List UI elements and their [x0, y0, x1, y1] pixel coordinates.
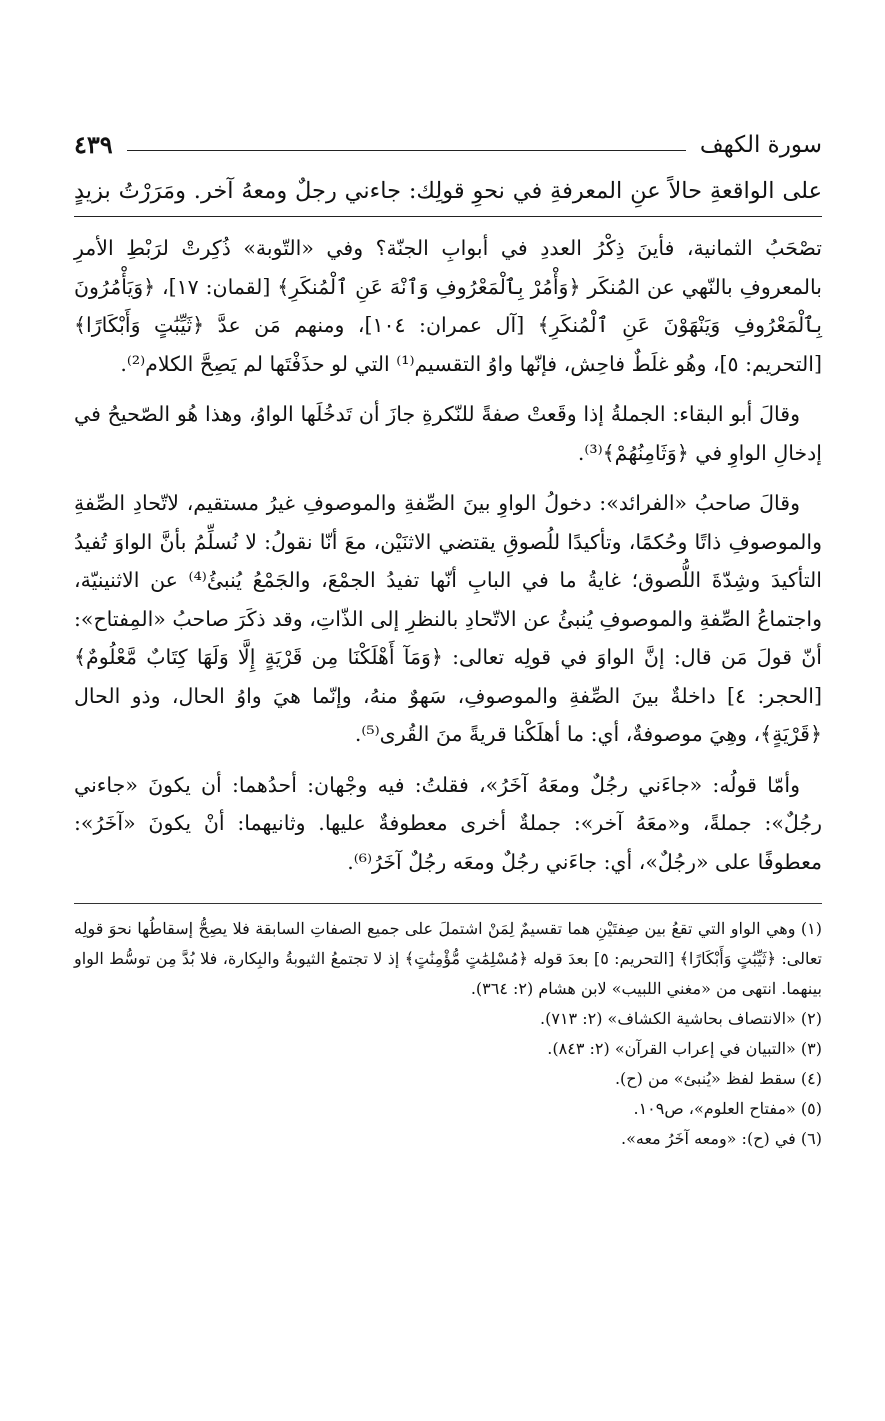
surah-title: سورة الكهف: [699, 132, 822, 158]
commented-text-rule: [74, 216, 822, 217]
footnote: (٢) «الانتصاف بحاشية الكشاف» (٢: ٧١٣).: [540, 1009, 822, 1028]
book-page: [74, 120, 822, 1154]
footnote: (١) وهي الواو التي تقعُ بين صِفتَيْنِ هما تقسيمٌ لِمَنْ اشتملَ على جميع الصفاتِ السابقة فلا يصِحُّ إسقاطُها نحوَ قولِه تعالى: ﴿ثَيِّبَٰتٍ وَأَبْكَارًا﴾ [التحريم: ٥] بعدَ قوله ﴿مُسْلِمَٰتٍ مُّؤْمِنَٰتٍ﴾ إذ لا تجتمعُ الثيوبةُ والبِكارة، فلا بُدَّ مِن توسُّط الواو بينهما. انتهى من «مغني اللبيب» لابن هشام (٢: ٣٦٤).: [74, 919, 823, 998]
footnote: (٤) سقط لفظ «يُنبئ» من (ح).: [614, 1069, 822, 1088]
commentary-body: [74, 229, 822, 881]
footnotes-rule: [74, 903, 822, 904]
footnote: (٣) «التبيان في إعراب القرآن» (٢: ٨٤٣).: [547, 1039, 822, 1058]
paragraph: وقالَ أبو البقاء: الجملةُ إذا وقَعتْ صفةً للنّكرةِ جازَ أن تَدخُلَها الواوُ، وهذا هُو الصّحيحُ في إدخالِ الواوِ في ﴿وَثَامِنُهُمْ﴾⁽³⁾.: [74, 402, 822, 465]
paragraph: وأمّا قولُه: «جاءَني رجُلٌ ومعَهُ آخَرُ»، فقلتُ: فيه وجْهان: أحدُهما: أن يكونَ «جاءني رجُلٌ»: جملةً، و«معَهُ آخر»: جملةٌ أخرى معطوفةٌ عليها. وثانيهما: أنْ يكونَ «آخَرُ»: معطوفًا على «رجُلٌ»، أي: جاءَني رجُلٌ ومعَه رجُلٌ آخَرُ⁽⁶⁾.: [74, 772, 822, 874]
footnote: (٦) في (ح): «ومعه آخَرُ معه».: [621, 1129, 822, 1148]
page-number: ٤٣٩: [74, 130, 113, 159]
header-rule: [127, 150, 686, 151]
commented-text-line: على الواقعةِ حالاً عنِ المعرفةِ في نحوِ قولِك: جاءني رجلٌ ومعهُ آخر. ومَرَرْتُ بزيدٍ: [74, 178, 822, 204]
footnotes: [74, 914, 822, 1154]
paragraph: تصْحَبُ الثمانية، فأينَ ذِكْرُ العددِ في أبوابِ الجنّة؟ وفي «التّوبة» ذُكِرتْ لرَبْطِ الأمرِ بالمعروفِ بالنّهي عن المُنكَر ﴿وَأْمُرْ بِٱلْمَعْرُوفِ وَٱنْهَ عَنِ ٱلْمُنكَرِ﴾ [لقمان: ١٧]، ﴿وَيَأْمُرُونَ بِٱلْمَعْرُوفِ وَيَنْهَوْنَ عَنِ ٱلْمُنكَرِ﴾ [آل عمران: ١٠٤]، ومنهم مَن عدَّ ﴿ثَيِّبَٰتٍ وَأَبْكَارًا﴾ [التحريم: ٥]، وهُو غلَطٌ فاحِش، فإنّها واوُ التقسيم⁽¹⁾ التي لو حذَفْتَها لم يَصِحَّ الكلام⁽²⁾.: [74, 236, 822, 376]
paragraph: وقالَ صاحبُ «الفرائد»: دخولُ الواوِ بينَ الصِّفةِ والموصوفِ غيرُ مستقيم، لاتّحادِ الصِّفةِ والموصوفِ ذاتًا وحُكمًا، وتأكيدًا للُصوقِ يقتضي الاثنَيْن، معَ أنّا نقولُ: لا نُسلِّمُ بأنَّ الواوَ تُفيدُ التأكيدَ وشِدّةَ اللُّصوق؛ غايةُ ما في البابِ أنّها تفيدُ الجمْعَ، والجَمْعُ يُنبئُ⁽⁴⁾ عن الاثنينيّة، واجتماعُ الصِّفةِ والموصوفِ يُنبئُ عن الاتّحادِ بالنظرِ إلى الذّاتِ، وقد ذكَرَ صاحبُ «المِفتاح»: أنّ قولَ مَن قال: إنَّ الواوَ في قولِه تعالى: ﴿وَمَآ أَهْلَكْنَا مِن قَرْيَةٍ إِلَّا وَلَهَا كِتَابٌ مَّعْلُومٌ﴾ [الحجر: ٤] داخلةٌ بينَ الصِّفةِ والموصوفِ، سَهوٌ منهُ، وإنّما هيَ واوُ الحال، وذو الحال ﴿قَرْيَةٍ﴾، وهِيَ موصوفةٌ، أي: ما أهلَكْنا قريةً منَ القُرى⁽⁵⁾.: [74, 491, 822, 746]
footnote: (٥) «مفتاح العلوم»، ص١٠٩.: [633, 1099, 822, 1118]
running-header: [74, 120, 822, 164]
